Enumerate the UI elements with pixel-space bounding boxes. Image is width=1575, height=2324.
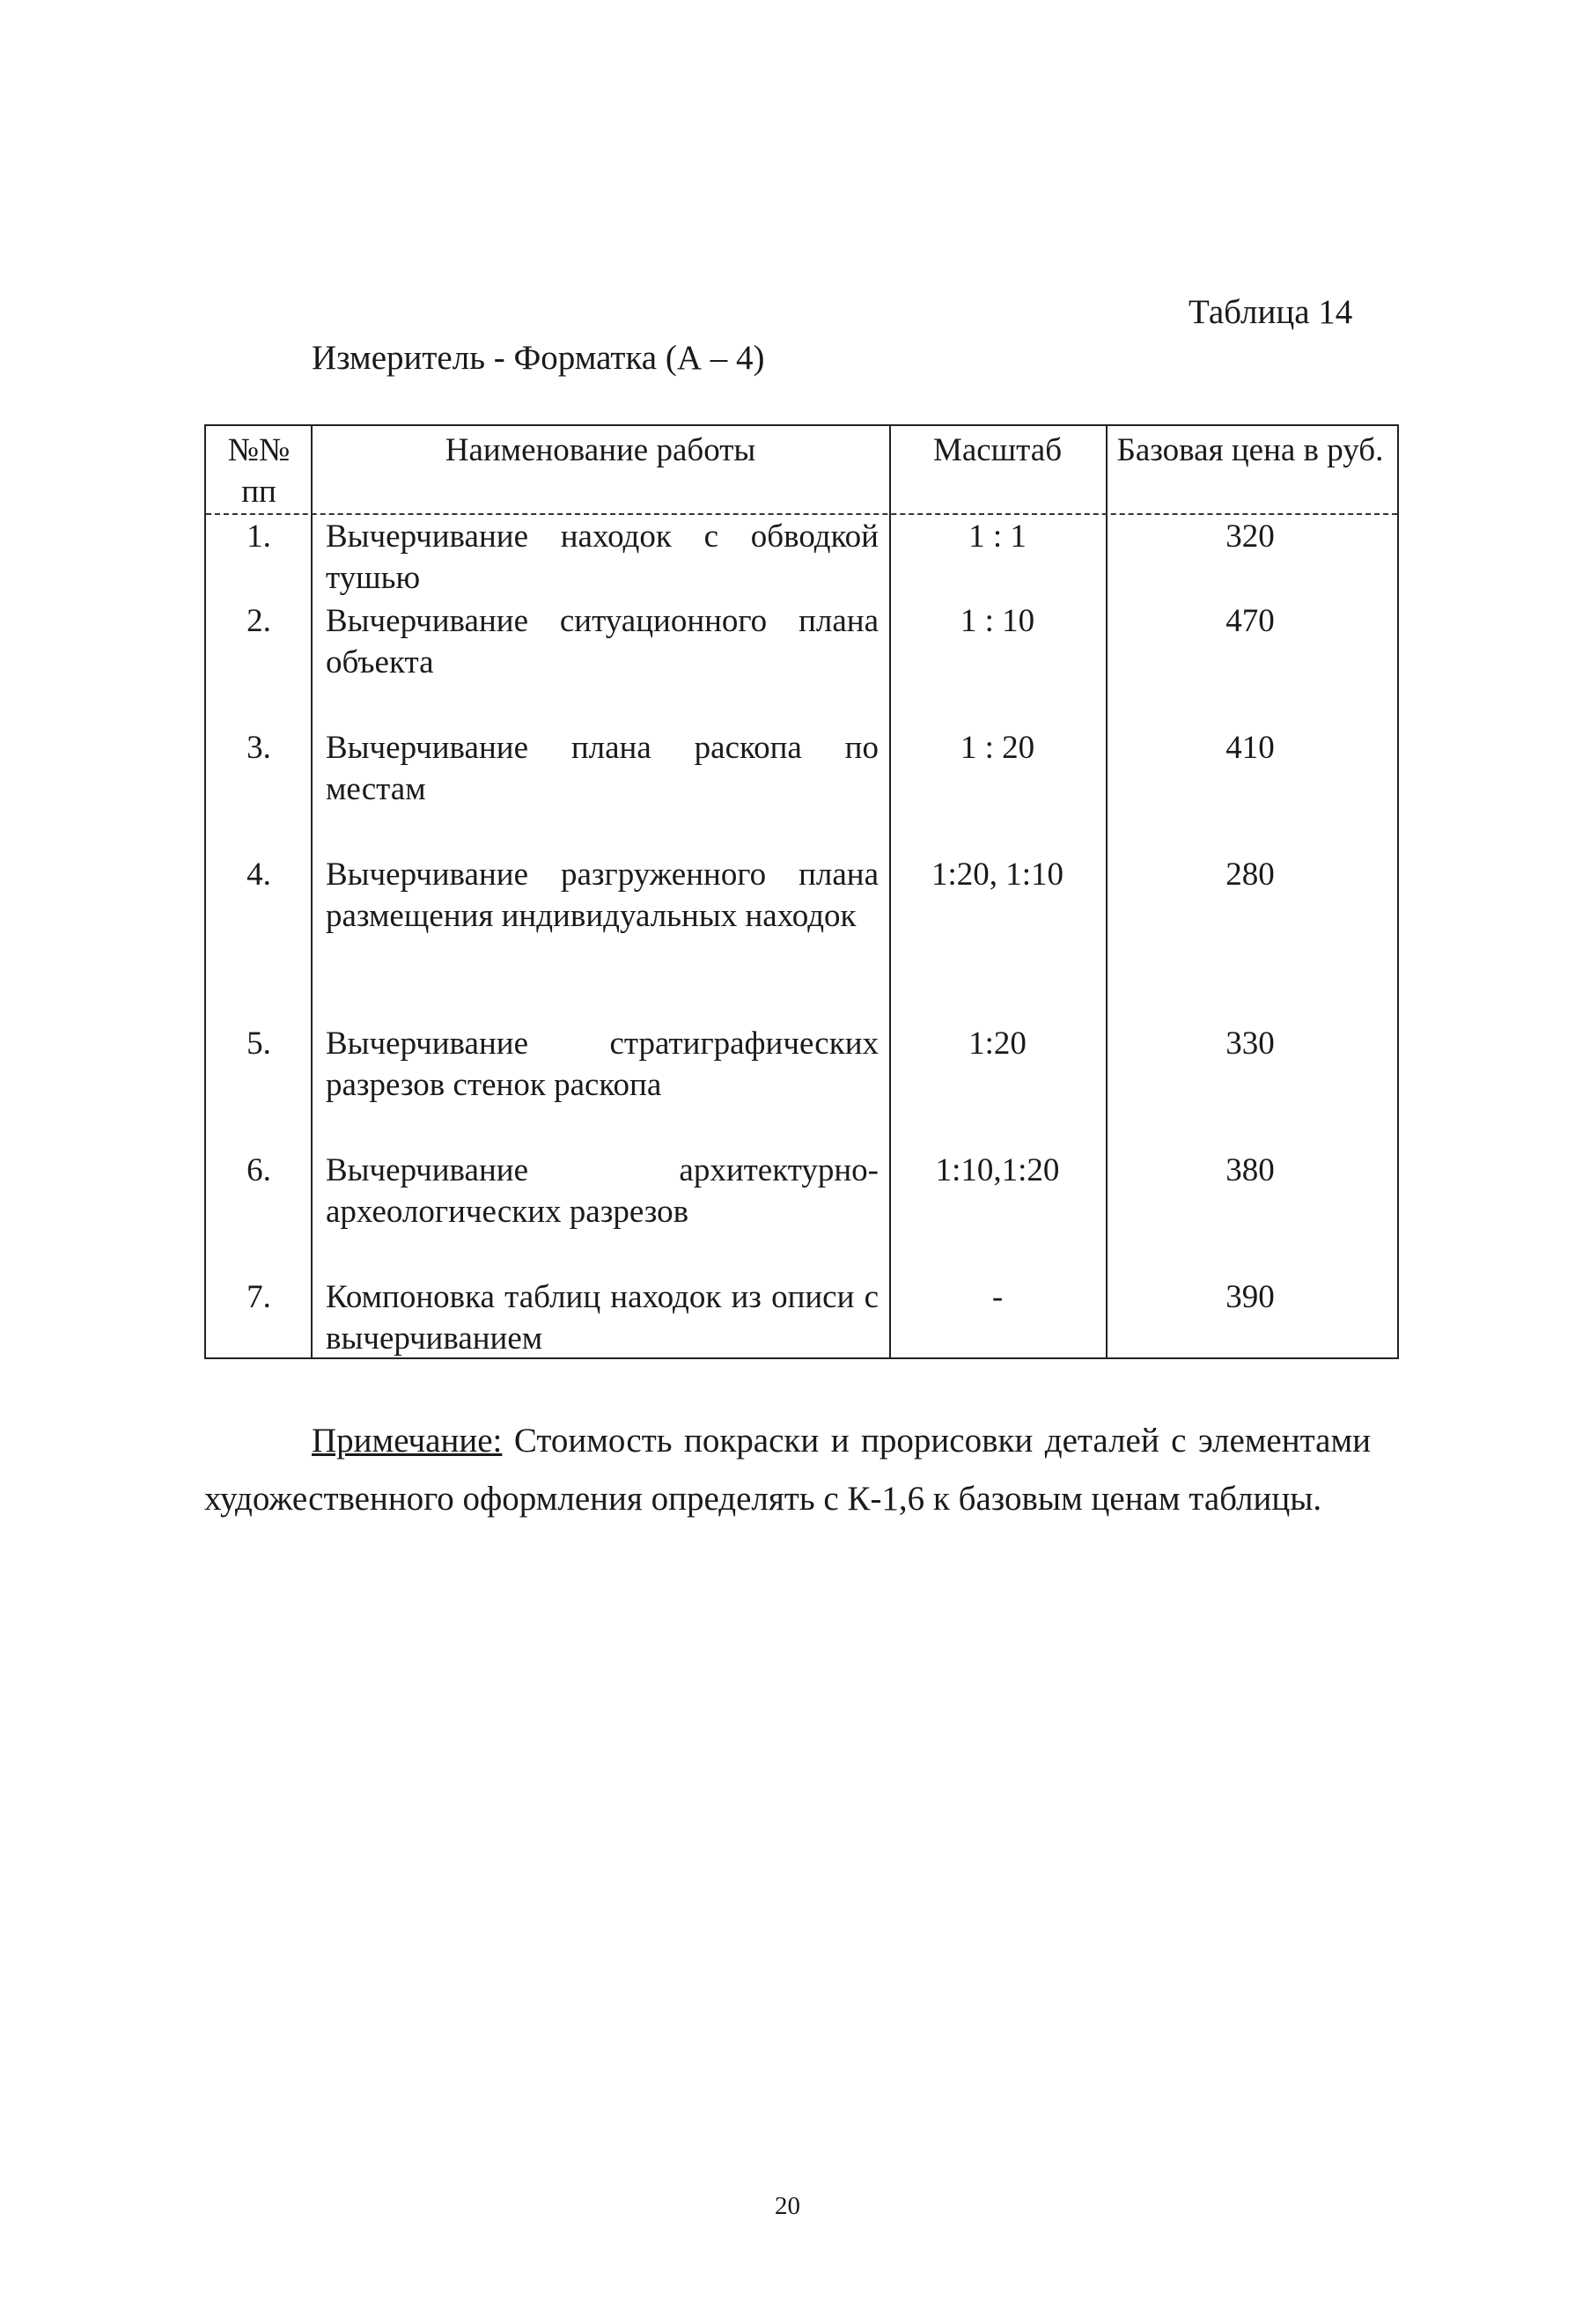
row-4-num: 4. — [247, 857, 271, 893]
row-2-price: 470 — [1225, 603, 1275, 639]
row-1-scale: 1 : 1 — [968, 518, 1027, 555]
row-4-price: 280 — [1225, 857, 1275, 893]
row-2-num: 2. — [247, 603, 271, 639]
row-5-num: 5. — [247, 1026, 271, 1062]
row-6-price: 380 — [1225, 1152, 1275, 1188]
row-4-work: Вычерчивание разгруженного плана размещения индивидуальных находок — [326, 857, 879, 934]
row-3-price: 410 — [1225, 730, 1275, 766]
row-7-price: 390 — [1225, 1279, 1275, 1315]
table-note — [204, 1412, 1371, 1528]
row-5-price: 330 — [1225, 1026, 1275, 1062]
header-scale: Масштаб — [932, 432, 1063, 468]
row-5-work: Вычерчивание стратиграфических разрезов стенок раскопа — [326, 1026, 879, 1103]
table-number: Таблица 14 — [1189, 293, 1353, 331]
measure-unit-line: Измеритель - Форматка (А – 4) — [312, 339, 765, 377]
header-work: Наименование работы — [445, 432, 756, 468]
row-7-num: 7. — [247, 1279, 271, 1315]
row-5-scale: 1:20 — [968, 1026, 1027, 1062]
row-2-scale: 1 : 10 — [960, 603, 1035, 639]
note-text: Стоимость покраски и прорисовки деталей с элементами художественного оформления определять с К-1,6 к базовым ценам таблицы. — [204, 1422, 1371, 1518]
column-divider — [1106, 426, 1108, 1357]
row-2-work: Вычерчивание ситуационного плана объекта — [326, 603, 879, 680]
column-divider — [311, 426, 313, 1357]
row-3-num: 3. — [247, 730, 271, 766]
header-num: №№ пп — [227, 432, 291, 510]
row-6-num: 6. — [247, 1152, 271, 1188]
header-price: Базовая цена в руб. — [1116, 432, 1384, 468]
note-label: Примечание: — [312, 1422, 503, 1460]
column-divider — [889, 426, 891, 1357]
price-table — [204, 424, 1399, 1359]
row-1-price: 320 — [1225, 518, 1275, 555]
header-divider — [206, 513, 1397, 515]
row-3-work: Вычерчивание плана раскопа по местам — [326, 730, 879, 807]
row-3-scale: 1 : 20 — [960, 730, 1035, 766]
row-6-work: Вычерчивание архитектурно-археологических разрезов — [326, 1152, 879, 1230]
row-7-scale: - — [991, 1279, 1004, 1315]
row-7-work: Компоновка таблиц находок из описи с вычерчиванием — [326, 1279, 879, 1357]
page-number: 20 — [775, 2192, 800, 2220]
row-6-scale: 1:10,1:20 — [935, 1152, 1060, 1188]
row-1-num: 1. — [247, 518, 271, 555]
row-1-work: Вычерчивание находок с обводкой тушью — [326, 518, 879, 596]
row-4-scale: 1:20, 1:10 — [931, 857, 1064, 893]
